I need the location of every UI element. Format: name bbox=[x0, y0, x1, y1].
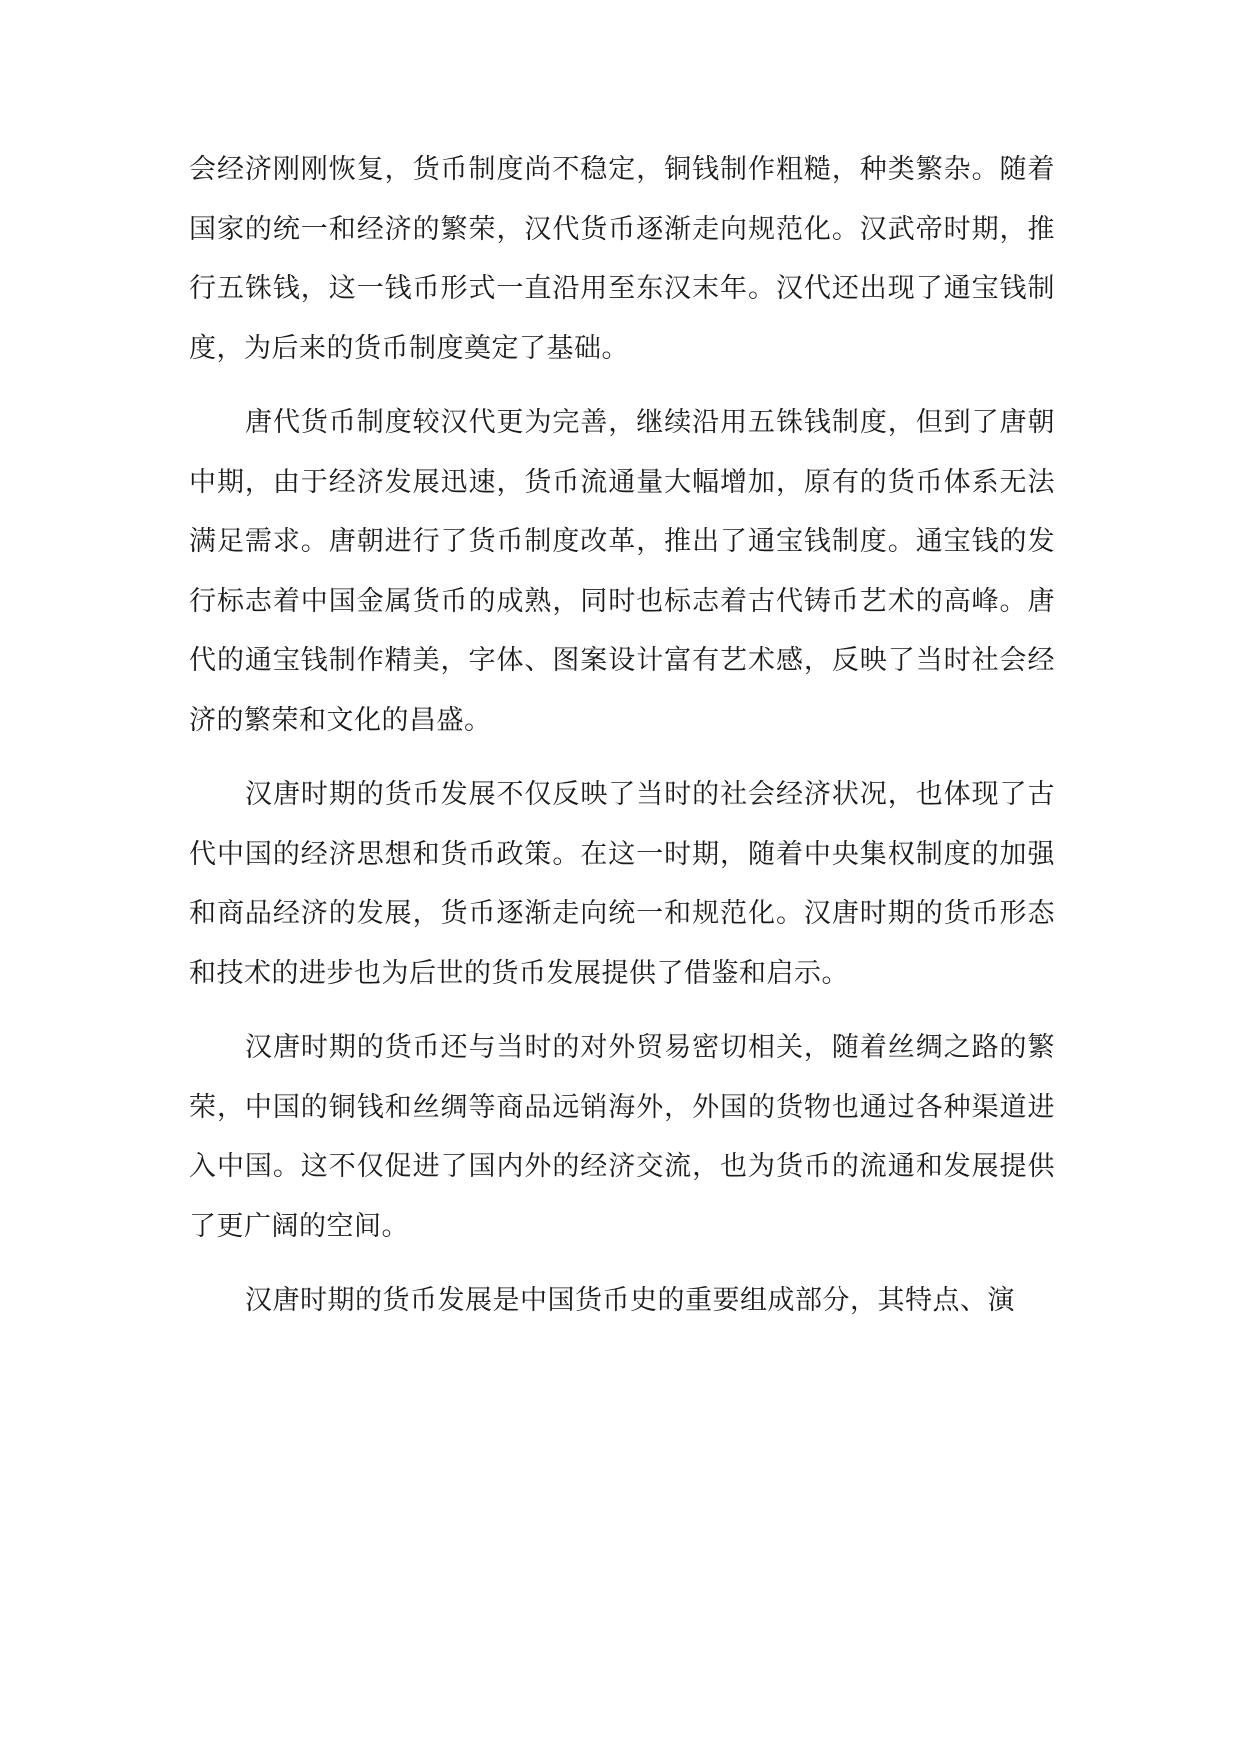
paragraph-foreign-trade: 汉唐时期的货币还与当时的对外贸易密切相关，随着丝绸之路的繁荣，中国的铜钱和丝绸等商品远销海外，外国的货物也通过各种渠道进入中国。这不仅促进了国内外的经济交流，也为货币的流通和发展提供了更广阔的空间。 bbox=[189, 1032, 1055, 1242]
paragraph-continuation: 会经济刚刚恢复，货币制度尚不稳定，铜钱制作粗糙，种类繁杂。随着国家的统一和经济的繁荣，汉代货币逐渐走向规范化。汉武帝时期，推行五铢钱，这一钱币形式一直沿用至东汉末年。汉代还出现了通宝钱制度，为后来的货币制度奠定了基础。 bbox=[189, 154, 1055, 364]
paragraph-tang-currency: 唐代货币制度较汉代更为完善，继续沿用五铢钱制度，但到了唐朝中期，由于经济发展迅速，货币流通量大幅增加，原有的货币体系无法满足需求。唐朝进行了货币制度改革，推出了通宝钱制度。通宝钱的发行标志着中国金属货币的成熟，同时也标志着古代铸币艺术的高峰。唐代的通宝钱制作精美，字体、图案设计富有艺术感，反映了当时社会经济的繁荣和文化的昌盛。 bbox=[189, 407, 1055, 736]
paragraph-han-tang-significance: 汉唐时期的货币发展不仅反映了当时的社会经济状况，也体现了古代中国的经济思想和货币政策。在这一时期，随着中央集权制度的加强和商品经济的发展，货币逐渐走向统一和规范化。汉唐时期的货币形态和技术的进步也为后世的货币发展提供了借鉴和启示。 bbox=[189, 779, 1055, 989]
paragraph-summary-start: 汉唐时期的货币发展是中国货币史的重要组成部分，其特点、演 bbox=[245, 1285, 1015, 1316]
document-body bbox=[189, 140, 1055, 1346]
